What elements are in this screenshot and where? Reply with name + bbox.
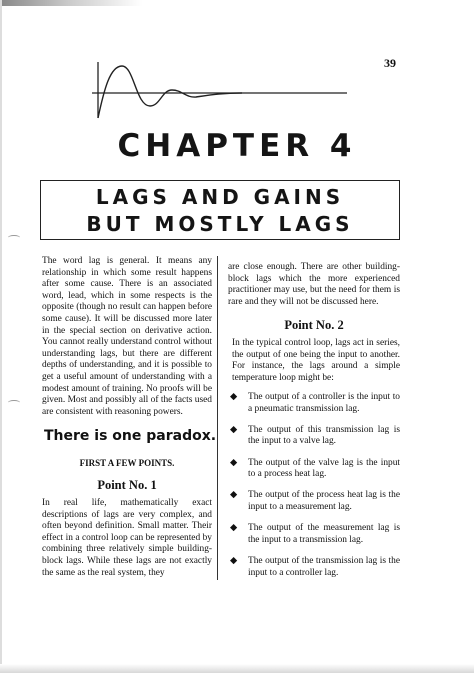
bullet-text: The output of the transmission lag is the input to a controller lag.	[248, 555, 400, 578]
bullet-text: The output of the measurement lag is the input to a transmission lag.	[248, 523, 400, 545]
chapter-title-box	[40, 180, 400, 240]
diamond-bullet-icon: ◆	[230, 392, 238, 402]
lag-bullet-list	[228, 392, 400, 589]
bullet-item	[228, 556, 400, 579]
diamond-bullet-icon: ◆	[230, 457, 238, 468]
page-number: 39	[384, 56, 396, 70]
bullet-text: The output of the valve lag is the input to a process heat lag.	[248, 457, 400, 480]
bullet-item	[228, 523, 400, 546]
scan-shadow-bottom	[0, 664, 474, 673]
bullet-item	[228, 425, 400, 448]
page-edge-mark	[8, 400, 20, 405]
column-divider	[217, 256, 218, 580]
scan-shadow-left	[0, 0, 2, 673]
bullet-item	[228, 392, 400, 415]
first-points-heading: FIRST A FEW POINTS.	[79, 458, 175, 468]
point2-heading: Point No. 2	[284, 318, 344, 332]
left-column-point1	[42, 498, 212, 579]
paradox-heading: There is one paradox.	[44, 428, 217, 444]
chapter-title-line-1: LAGS AND GAINS	[95, 185, 345, 209]
bullet-item	[228, 458, 400, 481]
right-column-continuation	[228, 262, 400, 308]
chapter-heading: CHAPTER 4	[117, 128, 357, 164]
diamond-bullet-icon: ◆	[230, 555, 238, 566]
point1-paragraph: In real life, mathematically exact descriptions of lags are very complex, and often beyond definition. Small matter. Their effect in a control loop can be represented by combining three relatively simple building-block lags. While these lags are not exactly the same as the real system, they	[42, 498, 212, 578]
damped-oscillation-icon	[92, 60, 352, 124]
right-column-point2	[232, 338, 400, 384]
left-column-intro	[42, 256, 212, 418]
page-edge-mark	[8, 235, 20, 240]
continuation-paragraph: are close enough. There are other building-block lags which the more experienced practitioner may use, but the need for them is rare and they will not be discussed here.	[228, 262, 400, 307]
bullet-text: The output of a controller is the input to a pneumatic transmission lag.	[248, 392, 400, 414]
bullet-text: The output of this transmission lag is the input to a valve lag.	[248, 424, 400, 447]
point1-heading: Point No. 1	[97, 478, 157, 492]
intro-paragraph: The word lag is general. It means any relationship in which some result happens after some cause. There is an associated word, lead, which in some respects is the opposite (though no result can happen before some cause). It will be discussed more later in the special section on derivative action. You cannot really understand control without understanding lags, but there are different depths of understanding, and it is possible to get a useful amount of understanding with a modest amount of training. No proofs will be given. Most and possibly all of the facts used are consistent with reasoning powers.	[42, 256, 212, 417]
diamond-bullet-icon: ◆	[230, 424, 238, 435]
scan-shadow-top	[0, 0, 474, 6]
diamond-bullet-icon: ◆	[230, 490, 238, 501]
bullet-text: The output of the process heat lag is the input to a measurement lag.	[248, 490, 400, 512]
diamond-bullet-icon: ◆	[230, 523, 238, 534]
bullet-item	[228, 490, 400, 513]
point2-paragraph: In the typical control loop, lags act in series, the output of one being the input to another. For instance, the lags around a simple temperature loop might be:	[232, 338, 400, 383]
chapter-title-line-2: BUT MOSTLY LAGS	[86, 212, 354, 236]
